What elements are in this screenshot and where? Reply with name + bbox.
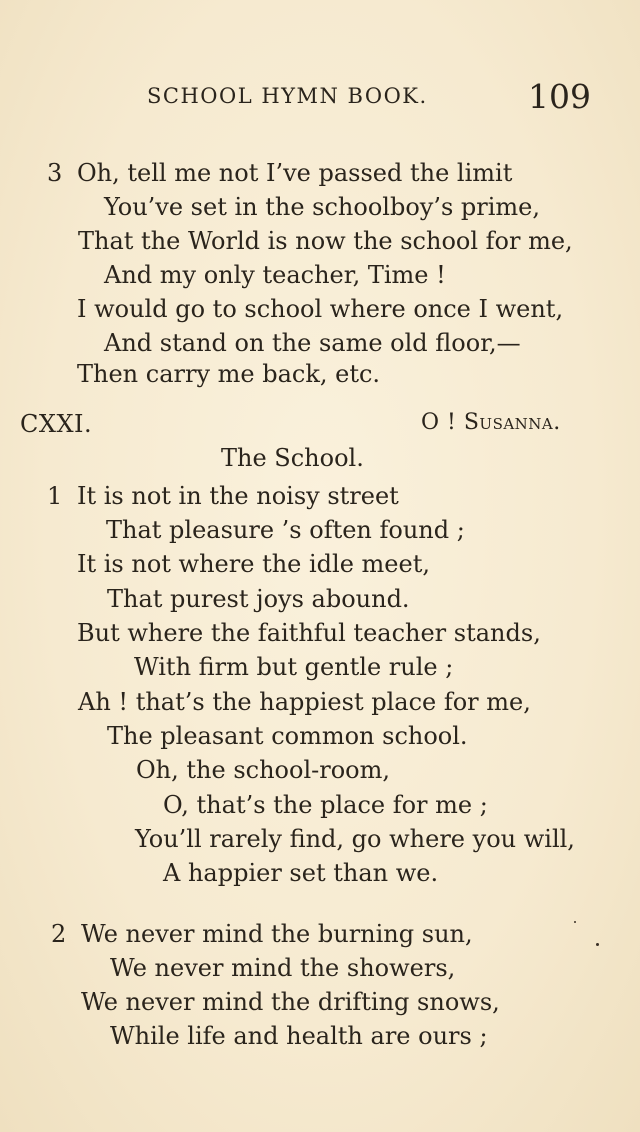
verse-line: We never mind the burning sun, [81,920,473,948]
tune-name: O ! Susanna. [421,410,561,435]
verse-line: Then carry me back, etc. [77,360,381,388]
verse-line: Oh, the school-room, [136,756,390,784]
verse-line: It is not in the noisy street [77,482,399,510]
verse-number: 2 [51,920,67,948]
verse-line: You’ll rarely find, go where you will, [135,825,575,853]
verse-line: And stand on the same old floor,— [104,329,521,357]
verse-line: We never mind the drifting snows, [81,988,500,1016]
page-number: 109 [528,77,591,116]
hymn-title: The School. [221,444,364,472]
verse-line: While life and health are ours ; [110,1022,488,1050]
verse-line: A happier set than we. [163,859,439,887]
verse-number: 1 [47,482,63,510]
verse-line: Oh, tell me not I’ve passed the limit [77,159,513,187]
verse-line: That pleasure ’s often found ; [106,516,465,544]
print-speck [574,921,576,923]
verse-line: That the World is now the school for me, [78,227,573,255]
print-speck [596,943,599,946]
verse-line: That purest joys abound. [107,585,410,613]
verse-line: We never mind the showers, [110,954,456,982]
verse-line: The pleasant common school. [107,722,468,750]
verse-line: O, that’s the place for me ; [163,791,488,819]
verse-line: I would go to school where once I went, [77,295,564,323]
verse-line: Ah ! that’s the happiest place for me, [78,688,531,716]
verse-line: You’ve set in the schoolboy’s prime, [104,193,541,221]
running-head: SCHOOL HYMN BOOK. [147,84,428,108]
verse-number: 3 [47,159,63,187]
verse-line: With firm but gentle rule ; [134,653,454,681]
verse-line: But where the faithful teacher stands, [77,619,541,647]
hymn-number: CXXI. [20,410,93,438]
verse-line: It is not where the idle meet, [77,550,430,578]
verse-line: And my only teacher, Time ! [104,261,446,289]
